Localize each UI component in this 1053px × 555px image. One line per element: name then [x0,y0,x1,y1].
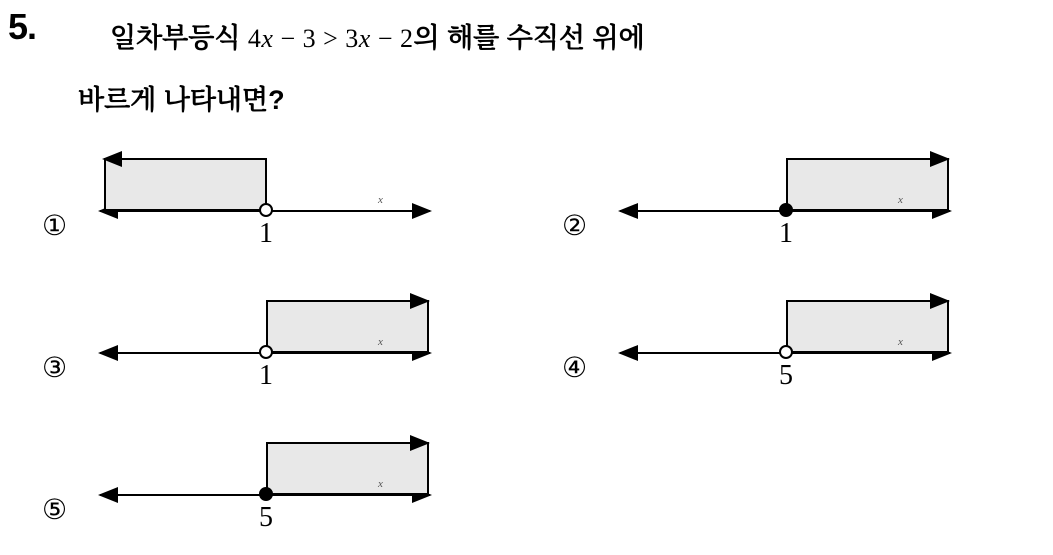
choice-3-label: ③ [42,352,68,383]
choice-2-label: ② [562,210,588,241]
choice-1-label: ① [42,210,68,241]
axis-left-arrow-icon [618,203,638,219]
axis-variable-label: x [898,336,903,348]
shaded-region [266,300,429,353]
endpoint-closed-circle [779,203,793,217]
choice-1[interactable] [0,150,470,270]
question-text-suffix: 의 해를 수직선 위에 [413,23,645,53]
axis-left-arrow-icon [98,487,118,503]
axis-variable-label: x [378,336,383,348]
region-right-arrow-icon [930,151,950,167]
region-right-arrow-icon [930,293,950,309]
choice-1-number-line [100,150,430,260]
shaded-region [786,158,949,211]
axis-variable-label: x [378,478,383,490]
endpoint-closed-circle [259,487,273,501]
shaded-region [104,158,267,211]
choice-2-number-line [620,150,950,260]
choice-4-number-line [620,292,950,402]
question-text-prefix: 일차부등식 [110,23,248,53]
tick-label: 1 [259,360,273,391]
choice-5-label: ⑤ [42,494,68,525]
tick-label: 5 [259,502,273,533]
region-right-arrow-icon [410,435,430,451]
axis-variable-label: x [378,194,383,206]
question-number: 5. [8,6,37,47]
endpoint-open-circle [259,203,273,217]
choice-4-label: ④ [562,352,588,383]
tick-label: 1 [779,218,793,249]
tick-label: 5 [779,360,793,391]
shaded-region [266,442,429,495]
question-inline-math: 4x − 3 > 3x − 2 [247,24,414,53]
axis-left-arrow-icon [618,345,638,361]
endpoint-open-circle [779,345,793,359]
shaded-region [786,300,949,353]
region-right-arrow-icon [410,293,430,309]
choice-2[interactable] [520,150,990,270]
choice-5[interactable] [0,434,470,554]
axis-right-arrow-icon [412,203,432,219]
tick-label: 1 [259,218,273,249]
axis-left-arrow-icon [98,345,118,361]
choice-3-number-line [100,292,430,402]
choice-5-number-line [100,434,430,544]
region-left-arrow-icon [102,151,122,167]
choice-4[interactable] [520,292,990,412]
choice-3[interactable] [0,292,470,412]
question-line-2: 바르게 나타내면? [78,85,285,115]
axis-variable-label: x [898,194,903,206]
endpoint-open-circle [259,345,273,359]
